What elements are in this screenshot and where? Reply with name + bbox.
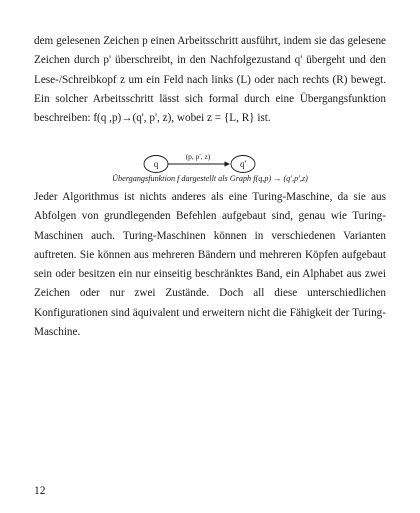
transition-graph [143, 152, 273, 174]
page-number: 12 [34, 485, 46, 497]
state-q-prime-label: q' [239, 159, 247, 169]
transition-edge-label: (p, p', z) [185, 152, 211, 161]
paragraph-turing-step: dem gelesenen Zeichen p einen Arbeitsschritt ausführt, indem sie das gelesene Zeichen durch p' überschreibt, in den Nachfolgezustand q' übergeht und den Lese-/Schreibkopf z um ein Feld nach links (L) oder nach rechts (R) bewegt. Ein solcher Arbeitsschritt lässt sich formal durch eine Übergangsfunktion beschreiben: f(q ,p)→(q', p', z), wobei z = {L, R} ist. [34, 35, 386, 125]
transition-graph-figure [143, 152, 273, 174]
paragraph-algorithm: Jeder Algorithmus ist nichts anderes als eine Turing-Maschine, da sie aus Abfolgen von grundlegenden Befehlen aufgebaut sind, genau wie Turing-Maschinen auch. Turing-Maschinen können in verschiedenen Varianten auftreten. Sie können aus mehreren Bändern und mehreren Köpfen aufgebaut sein oder besitzen ein nur einseitig beschränktes Band, ein Alphabet aus zwei Zeichen oder nur zwei Zustände. Doch all diese unterschiedlichen Konfigurationen sind äquivalent und erweitern nicht die Fähigkeit der Turing-Maschine. [34, 191, 386, 339]
state-q-label: q [153, 159, 159, 169]
figure-caption: Übergangsfunktion f dargestellt als Graph f(q,p) → (q',p',z) [112, 174, 308, 183]
